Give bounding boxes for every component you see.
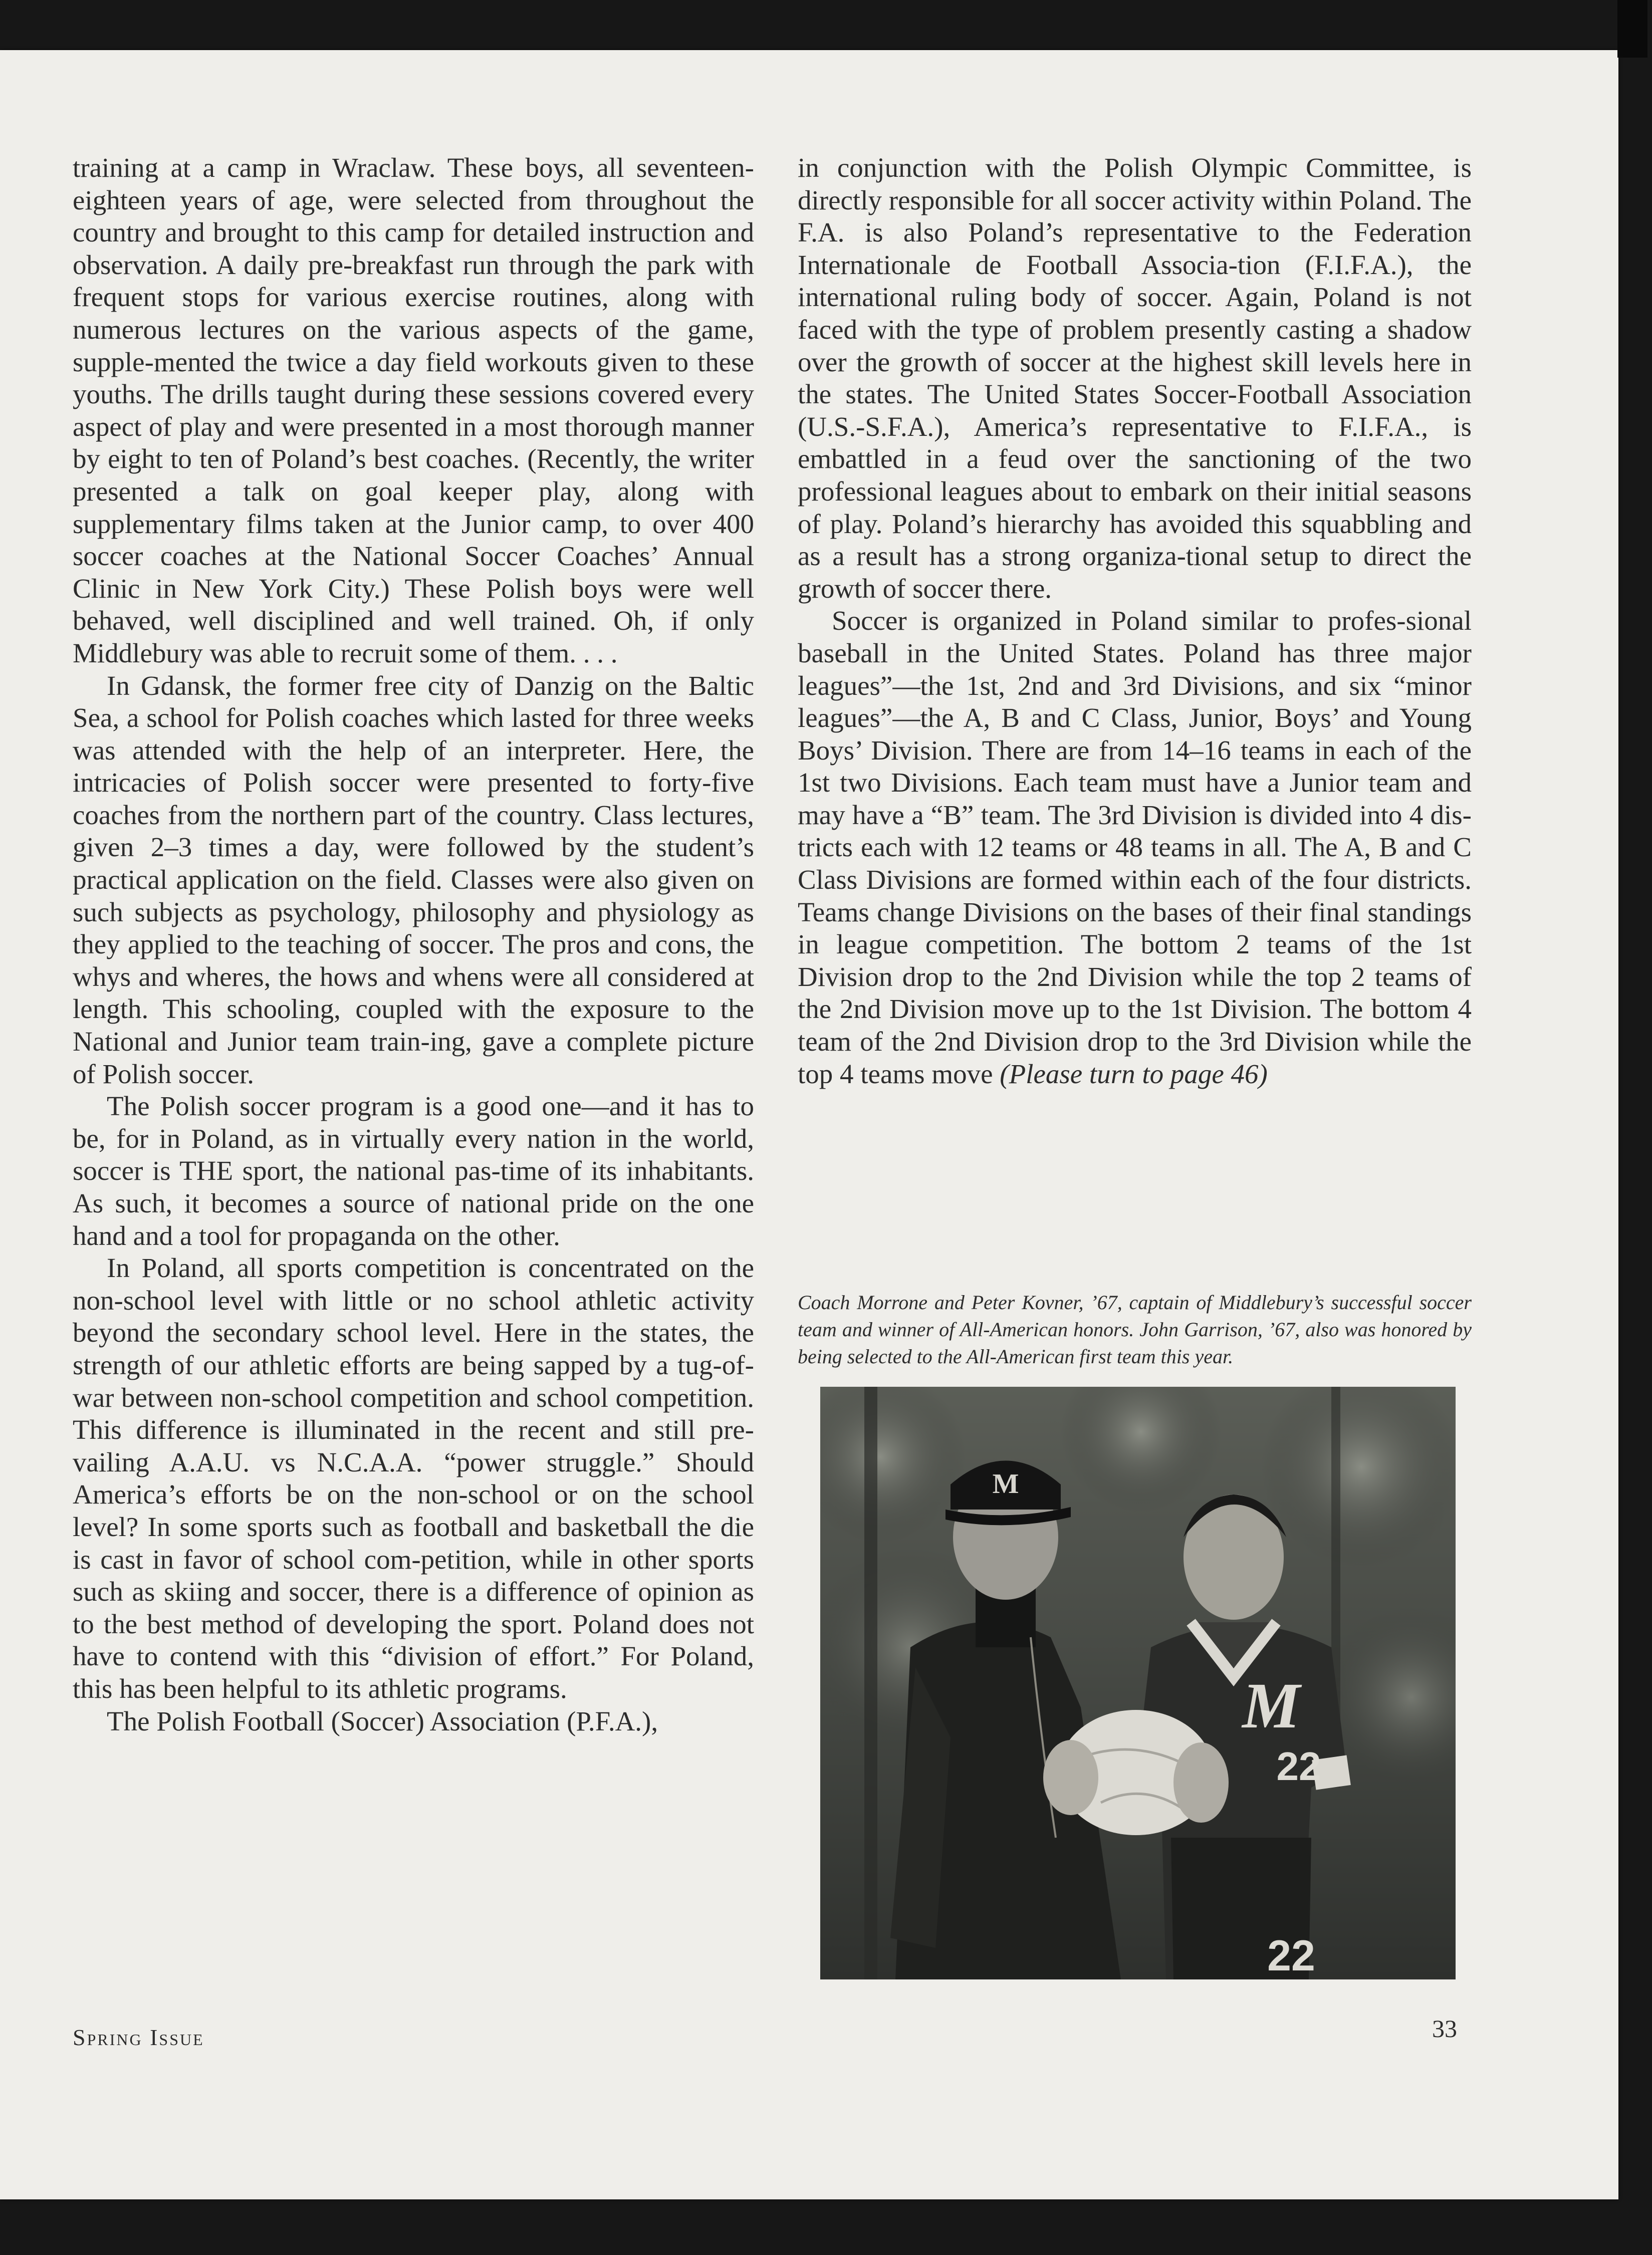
- paragraph: [798, 605, 1472, 1090]
- scan-edge-mark: [1617, 0, 1647, 58]
- article-left-column: [73, 152, 754, 1737]
- photo-illustration: [820, 1387, 1456, 1979]
- cap-letter: M: [992, 1468, 1019, 1499]
- section-footer: Spring Issue: [73, 2025, 204, 2050]
- paragraph: The Polish soccer program is a good one—and it has to be, for in Poland, as in virtually every nation in the world, soccer is THE sport, the national pas-time of its inhabitants. As such, it becomes a source of national pride on the one hand and a tool for propaganda on the other.: [73, 1091, 754, 1251]
- page-number: 33: [1432, 2015, 1457, 2043]
- paragraph: In Poland, all sports competition is concentrated on the non-school level with little or no school athletic activity beyond the secondary school level. Here in the states, the strength of our athletic efforts are being sapped by a tug-of-war between non-school competition and school competition. This difference is illuminated in the recent and still pre-vailing A.A.U. vs N.C.A.A. “power struggle.” Should America’s efforts be on the non-school or on the school level? In some sports such as football and basketball the die is cast in favor of school com-petition, while in other sports such as skiing and soccer, there is a difference of opinion as to the best method of developing the sport. Poland does not have to contend with this “division of effort.” For Poland, this has been helpful to its athletic programs.: [73, 1252, 754, 1704]
- paragraph: The Polish Football (Soccer) Association (P.F.A.),: [107, 1705, 658, 1736]
- jersey-letter: M: [1242, 1670, 1300, 1742]
- team-photo: [820, 1387, 1456, 1979]
- paragraph: in conjunction with the Polish Olympic Committee, is directly responsible for all soccer activity within Poland. The F.A. is also Poland’s representative to the Federation Internationale de Football Associa-tion (F.I.F.A.), the international ruling body of soccer. Again, Poland is not faced with the type of problem presently casting a shadow over the growth of soccer at the highest skill levels here in the states. The United States Soccer-Football Association (U.S.-S.F.A.), America’s representative to F.I.F.A., is embattled in a feud over the sanctioning of the two professional leagues about to embark on their initial seasons of play. Poland’s hierarchy has avoided this squabbling and as a result has a strong organiza-tional setup to direct the growth of soccer there.: [798, 152, 1472, 604]
- jersey-number: 22: [1276, 1744, 1321, 1789]
- paragraph: In Gdansk, the former free city of Danzig on the Baltic Sea, a school for Polish coaches which lasted for three weeks was attended with the help of an interpreter. Here, the intricacies of Polish soccer were presented to forty-five coaches from the northern part of the country. Class lectures, given 2–3 times a day, were followed by the student’s practical application on the field. Classes were also given on such subjects as psychology, philosophy and physiology as they applied to the teaching of soccer. The pros and cons, the whys and wheres, the hows and whens were all considered at length. This schooling, coupled with the exposure to the National and Junior team train-ing, gave a complete picture of Polish soccer.: [73, 670, 754, 1089]
- shorts-number: 22: [1267, 1932, 1315, 1979]
- article-right-column: [798, 152, 1472, 1090]
- photo-caption: Coach Morrone and Peter Kovner, ’67, captain of Middlebury’s successful soccer team and winner of All-American honors. John Garrison, ’67, also was honored by being selected to the All-American first team this year.: [798, 1291, 1472, 1368]
- paragraph-text: Soccer is organized in Poland similar to profes-sional baseball in the United States. Poland has three major leagues”—the 1st, 2nd and 3rd Divisions, and six “minor leagues”—the A, B and C Class, Junior, Boys’ and Young Boys’ Division. There are from 14–16 teams in each of the 1st two Divisions. Each team must have a Junior team and may have a “B” team. The 3rd Division is divided into 4 dis-tricts each with 12 teams or 48 teams in all. The A, B and C Class Divisions are formed within each of the four districts. Teams change Divisions on the bases of their final standings in league competition. The bottom 2 teams of the 1st Division drop to the 2nd Division while the top 2 teams of the 2nd Division move up to the 1st Division. The bottom 4 team of the 2nd Division drop to the 3rd Division while the top 4 teams move: [798, 605, 1472, 1089]
- paragraph: training at a camp in Wraclaw. These boys, all seventeen-eighteen years of age, were selected from throughout the country and brought to this camp for detailed instruction and observation. A daily pre-breakfast run through the park with frequent stops for various exercise routines, along with numerous lectures on the various aspects of the game, supple-mented the twice a day field workouts given to these youths. The drills taught during these sessions covered every aspect of play and were presented in a most thorough manner by eight to ten of Poland’s best coaches. (Recently, the writer presented a talk on goal keeper play, along with supplementary films taken at the Junior camp, to over 400 soccer coaches at the National Soccer Coaches’ Annual Clinic in New York City.) These Polish boys were well behaved, well disciplined and well trained. Oh, if only Middlebury was able to recruit some of them. . . .: [73, 152, 754, 668]
- continuation-note: (Please turn to page 46): [1000, 1058, 1268, 1089]
